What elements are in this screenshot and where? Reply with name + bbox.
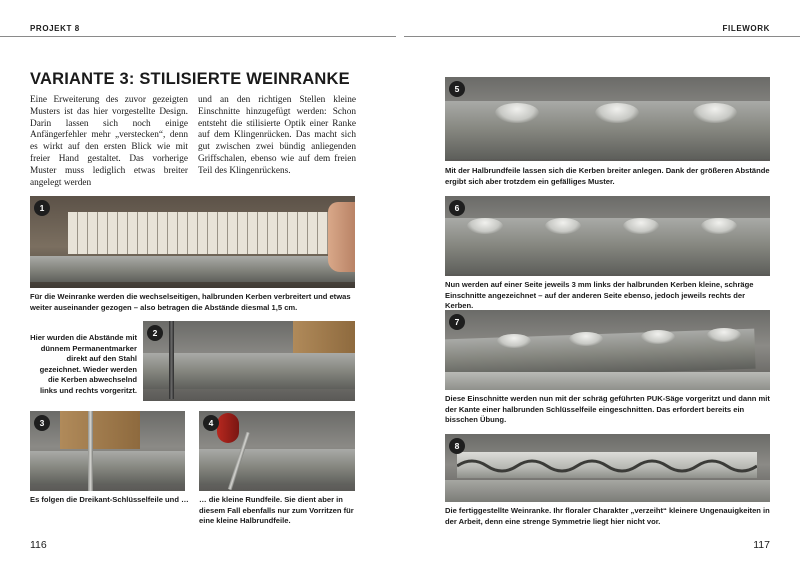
fingertip — [328, 202, 355, 272]
caption-step-7: Diese Einschnitte werden nun mit der schräg geführten PUK-Säge vorgeritzt und dann mit der Kante einer halbrunden Schlüsselfeile eingeschnitten. Das erfordert bereits ein bisschen Übung. — [445, 394, 770, 424]
photo-step-8 — [445, 434, 770, 502]
photo-step-5 — [445, 77, 770, 161]
intro-column-2: und an den richtigen Stellen kleine Einschnitte hinzugefügt werden: Schon entsteht die stilisierte Optik einer Ranke auf dem Klingenrücken. Das macht sich gut zwischen zwei bündig anliegenden Griffschalen, ebenso wie auf dem freien Teil des Klingenrückens. — [198, 95, 356, 176]
blade-spine — [143, 353, 355, 389]
running-header-right: FILEWORK — [722, 24, 770, 33]
notch — [641, 330, 675, 344]
file-handle — [217, 413, 239, 443]
steel-plate — [445, 372, 770, 390]
notch — [707, 328, 741, 342]
notch — [467, 218, 503, 234]
page-number-right: 117 — [753, 539, 770, 551]
running-header-left: PROJEKT 8 — [30, 24, 80, 33]
caption-step-4: … die kleine Rundfeile. Sie dient aber in diesem Fall ebenfalls nur zum Vorritzen für eine kleine Halbrundfeile. — [199, 495, 354, 525]
step-badge-2: 2 — [147, 325, 163, 341]
photo-step-4 — [199, 411, 355, 491]
intro-column-1: Eine Erweiterung des zuvor gezeigten Musters ist das hier vorgestellte Design. Darin lassen sich noch einige Anfängerfehler mehr „verstecken“, denn es wirkt auf den ersten Blick wie mit freier Hand gestaltet. Das vorherige Muster muss lediglich etwas breiter angelegt werden — [30, 95, 188, 188]
notch — [545, 218, 581, 234]
photo-step-7 — [445, 310, 770, 390]
page-number-left: 116 — [30, 539, 47, 551]
notch — [495, 103, 539, 123]
notch — [693, 103, 737, 123]
step-badge-8: 8 — [449, 438, 465, 454]
folding-ruler — [68, 212, 338, 254]
notch — [623, 218, 659, 234]
photo-step-3 — [30, 411, 185, 491]
photo-step-1 — [30, 196, 355, 288]
caption-step-5: Mit der Halbrundfeile lassen sich die Kerben breiter anlegen. Dank der größeren Abstände ergibt sich aber trotzdem ein gefälliges Muster. — [445, 166, 770, 186]
notch — [569, 332, 603, 346]
step-badge-4: 4 — [203, 415, 219, 431]
vine-pattern — [457, 458, 757, 474]
marker-pen — [169, 321, 174, 399]
notch — [701, 218, 737, 234]
caption-step-8: Die fertiggestellte Weinranke. Ihr floraler Charakter „verzeiht“ kleinere Ungenauigkeiten in der Arbeit, denn eine strenge Symmetrie liegt hier nicht vor. — [445, 506, 770, 526]
step-badge-5: 5 — [449, 81, 465, 97]
caption-step-2: Hier wurden die Abstände mit dünnem Permanentmarker direkt auf den Stahl gezeichnet. Wieder werden die Kerben abwechselnd links und rechts vorgeritzt. — [30, 333, 137, 395]
triangular-needle-file — [88, 411, 93, 491]
notch — [595, 103, 639, 123]
blade-spine — [30, 256, 355, 282]
step-badge-6: 6 — [449, 200, 465, 216]
header-rule-left — [0, 36, 396, 37]
blade-spine — [30, 451, 185, 485]
wood-block — [60, 411, 140, 449]
notch — [497, 334, 531, 348]
step-badge-1: 1 — [34, 200, 50, 216]
steel-plate — [445, 480, 770, 502]
step-badge-3: 3 — [34, 415, 50, 431]
photo-step-6 — [445, 196, 770, 276]
caption-step-6: Nun werden auf einer Seite jeweils 3 mm links der halbrunden Kerben kleine, schräge Einschnitte angezeichnet – auf der anderen Seite ebenso, jedoch jeweils rechts der Kerben. — [445, 280, 754, 310]
caption-step-1: Für die Weinranke werden die wechselseitigen, halbrunden Kerben verbreitert und etwas weiter auseinander gezogen – also betragen die Abstände diesmal 1,5 cm. — [30, 292, 351, 312]
header-rule-right — [404, 36, 800, 37]
section-title: VARIANTE 3: STILISIERTE WEINRANKE — [30, 70, 350, 88]
photo-step-2 — [143, 321, 355, 401]
blade-spine — [199, 449, 355, 485]
step-badge-7: 7 — [449, 314, 465, 330]
caption-step-3: Es folgen die Dreikant-Schlüsselfeile und … — [30, 495, 189, 504]
